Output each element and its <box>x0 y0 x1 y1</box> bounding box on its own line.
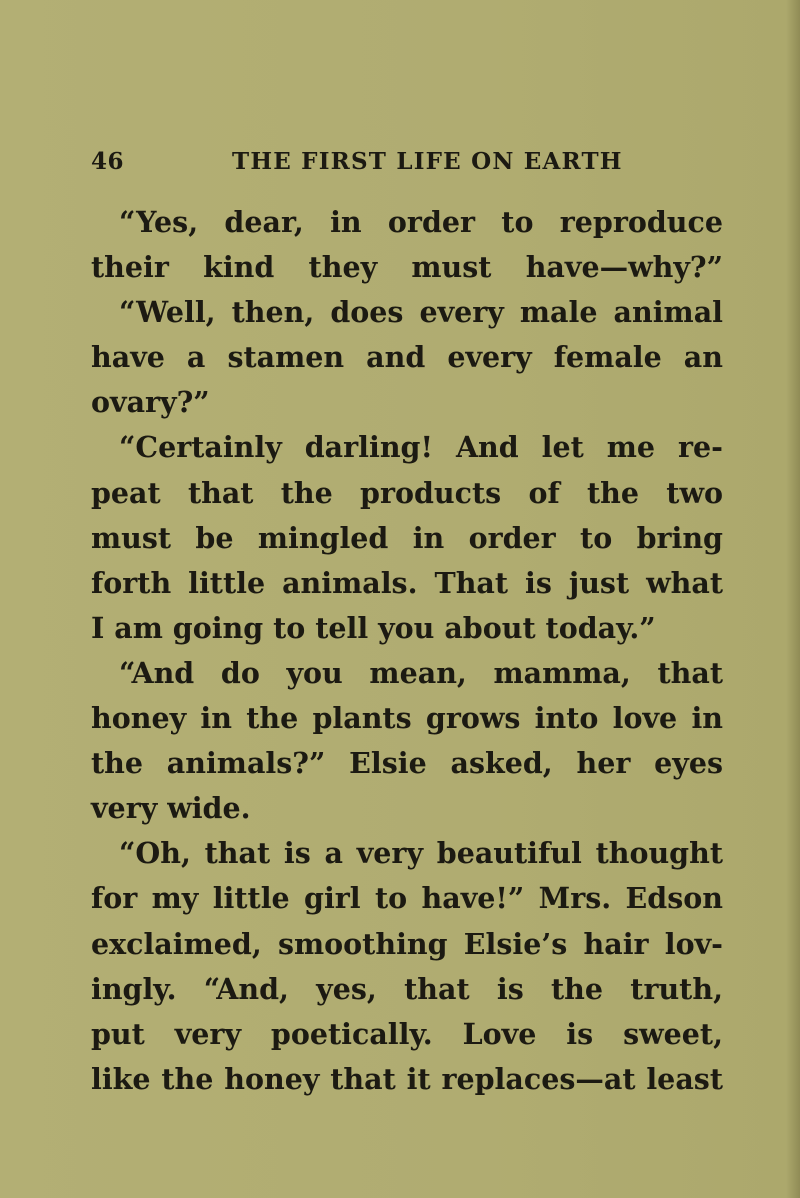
text-line: put very poetically. Love is sweet, <box>91 1016 723 1051</box>
text-line: for my little girl to have!” Mrs. Edson <box>91 881 723 916</box>
text-line: very wide. <box>91 791 251 826</box>
text-line: exclaimed, smoothing Elsie’s hair lov- <box>91 926 723 961</box>
text-line: like the honey that it replaces—at least <box>91 1061 723 1096</box>
text-line: “Oh, that is a very beautiful thought <box>119 836 723 871</box>
text-line: ingly. “And, yes, that is the truth, <box>91 971 723 1006</box>
text-line: have a stamen and every female an <box>91 340 723 375</box>
text-line: “And do you mean, mamma, that <box>119 655 723 690</box>
text-line: “Yes, dear, in order to reproduce <box>119 205 723 239</box>
text-line: “Certainly darling! And let me re- <box>119 430 723 465</box>
text-line: forth little animals. That is just what <box>91 565 723 600</box>
text-line: ovary?” <box>91 385 210 420</box>
text-line: honey in the plants grows into love in <box>91 701 723 736</box>
body-text <box>91 200 723 1102</box>
page-number: 46 <box>91 148 125 175</box>
text-line: the animals?” Elsie asked, her eyes <box>91 746 723 781</box>
text-line: I am going to tell you about today.” <box>91 610 656 645</box>
text-line: “Well, then, does every male animal <box>119 295 723 330</box>
running-head <box>0 148 800 178</box>
running-title: THE FIRST LIFE ON EARTH <box>232 148 623 175</box>
text-line: peat that the products of the two <box>91 475 723 510</box>
text-line: must be mingled in order to bring <box>91 520 723 555</box>
text-line: their kind they must have—why?” <box>91 250 723 285</box>
page-edge-shadow <box>786 0 800 1198</box>
